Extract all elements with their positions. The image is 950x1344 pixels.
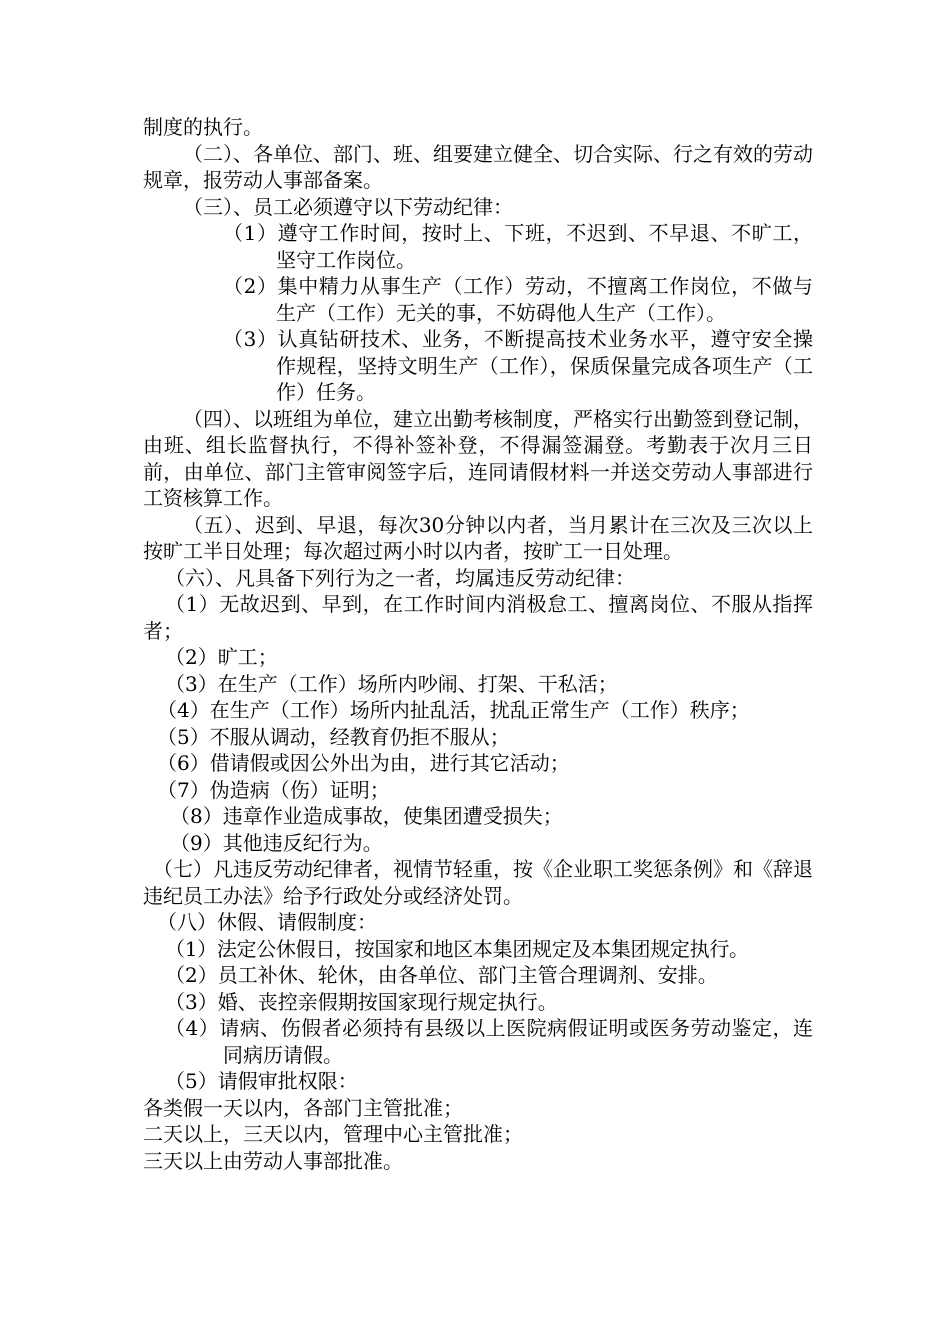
violation-item-4: （4）在生产（工作）场所内扯乱活，扰乱正常生产（工作）秩序； bbox=[157, 698, 750, 722]
paragraph-item-6-heading: （六）、凡具备下列行为之一者，均属违反劳动纪律： bbox=[165, 565, 635, 590]
discipline-rule-3: （3）认真钻研技术、业务，不断提高技术业务水平，遵守安全操作规程，坚持文明生产（工作），保质保量完成各项生产（工作）任务。 bbox=[223, 327, 813, 404]
violation-item-7: （7）伪造病（伤）证明； bbox=[157, 777, 390, 802]
approval-line-2: 二天以上，三天以内，管理中心主管批准； bbox=[143, 1122, 523, 1146]
paragraph-item-5: （五）、迟到、早退，每次30分钟以内者，当月累计在三次及三次以上按旷工半日处理；每次超过两小时以内者，按旷工一日处理。 bbox=[143, 512, 813, 563]
violation-item-1: （1）无故迟到、早到，在工作时间内消极怠工、擅离岗位、不服从指挥者； bbox=[143, 592, 813, 643]
violation-item-8: （8）违章作业造成事故，使集团遭受损失； bbox=[170, 804, 563, 828]
violation-item-2: （2）旷工； bbox=[165, 645, 278, 669]
paragraph-item-7: （七）凡违反劳动纪律者，视情节轻重，按《企业职工奖惩条例》和《辞退违纪员工办法》给予行政处分或经济处罚。 bbox=[143, 857, 813, 908]
discipline-rule-1: （1）遵守工作时间，按时上、下班，不迟到、不早退、不旷工，坚守工作岗位。 bbox=[223, 221, 813, 272]
approval-line-3: 三天以上由劳动人事部批准。 bbox=[143, 1148, 403, 1173]
leave-rule-4: （4）请病、伤假者必须持有县级以上医院病假证明或医务劳动鉴定，连同病历请假。 bbox=[165, 1016, 813, 1067]
leave-rule-2: （2）员工补休、轮休，由各单位、部门主管合理调剂、安排。 bbox=[165, 963, 718, 987]
violation-item-5: （5）不服从调动，经教育仍拒不服从； bbox=[157, 724, 510, 749]
leave-rule-5: （5）请假审批权限： bbox=[165, 1069, 358, 1093]
violation-item-3: （3）在生产（工作）场所内吵闹、打架、干私活； bbox=[165, 671, 618, 696]
paragraph-continuation: 制度的执行。 bbox=[143, 115, 263, 139]
approval-line-1: 各类假一天以内，各部门主管批准； bbox=[143, 1095, 463, 1120]
document-body bbox=[143, 114, 813, 1174]
paragraph-item-2: （二）、各单位、部门、班、组要建立健全、切合实际、行之有效的劳动规章，报劳动人事部备案。 bbox=[143, 141, 813, 192]
paragraph-item-4: （四）、以班组为单位，建立出勤考核制度，严格实行出勤签到登记制，由班、组长监督执行，不得补签补登，不得漏签漏登。考勤表于次月三日前，由单位、部门主管审阅签字后，连同请假材料一并送交劳动人事部进行工资核算工作。 bbox=[143, 406, 813, 510]
violation-item-9: （9）其他违反纪行为。 bbox=[170, 830, 383, 855]
discipline-rule-2: （2）集中精力从事生产（工作）劳动，不擅离工作岗位，不做与生产（工作）无关的事，不妨碍他人生产（工作）。 bbox=[223, 274, 813, 325]
leave-rule-3: （3）婚、丧控亲假期按国家现行规定执行。 bbox=[165, 989, 558, 1014]
violation-item-6: （6）借请假或因公外出为由，进行其它活动； bbox=[157, 751, 570, 775]
paragraph-item-8-heading: （八）休假、请假制度： bbox=[157, 910, 377, 934]
paragraph-item-3-heading: （三）、员工必须遵守以下劳动纪律： bbox=[183, 194, 513, 219]
leave-rule-1: （1）法定公休假日，按国家和地区本集团规定及本集团规定执行。 bbox=[165, 936, 749, 961]
